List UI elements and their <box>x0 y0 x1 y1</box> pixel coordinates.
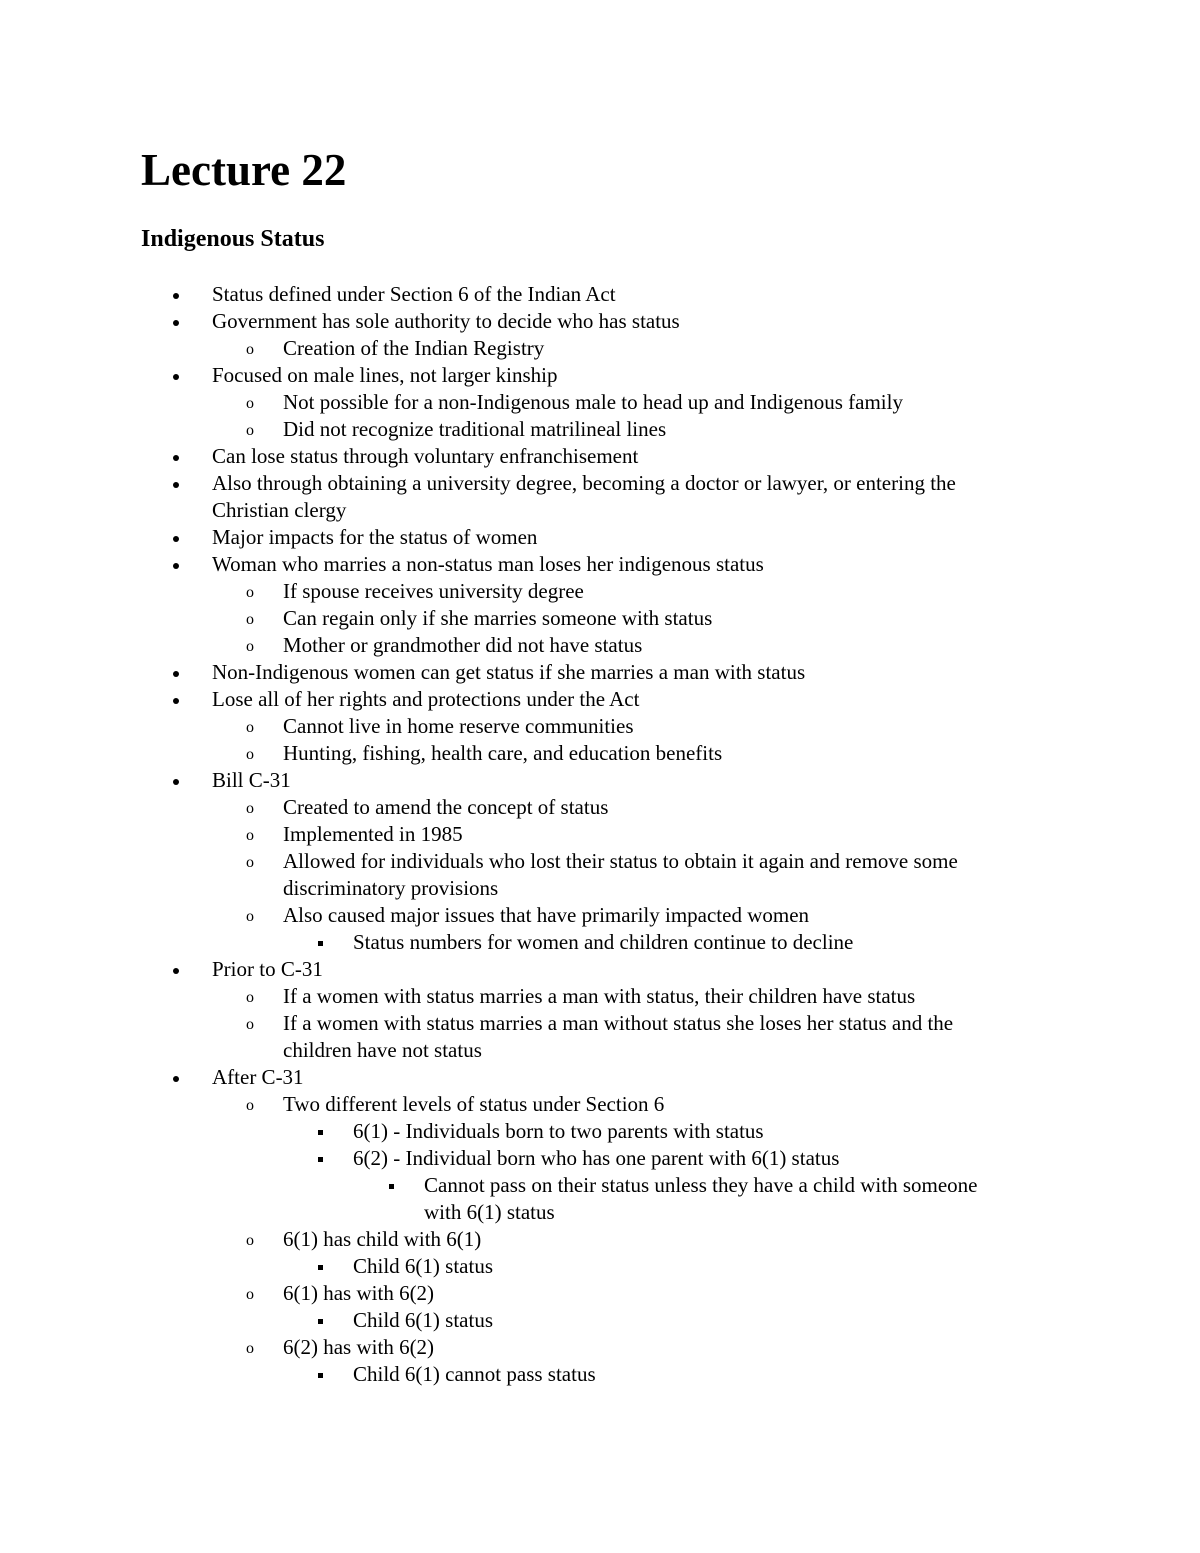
list-item <box>0 281 1200 308</box>
list-item-text: Cannot pass on their status unless they have a child with someone <box>424 1173 978 1197</box>
list-item-text: Can lose status through voluntary enfranchisement <box>212 444 639 468</box>
disc-bullet-icon <box>173 671 179 677</box>
list-item <box>0 1334 1200 1361</box>
circle-bullet-icon: o <box>246 422 254 439</box>
list-item-text: Two different levels of status under Section 6 <box>283 1092 665 1116</box>
list-item-text: Child 6(1) cannot pass status <box>353 1362 596 1386</box>
list-item-text: Non-Indigenous women can get status if she marries a man with status <box>212 660 806 684</box>
circle-bullet-icon: o <box>246 1286 254 1303</box>
list-item-text: If a women with status marries a man without status she loses her status and the <box>283 1011 954 1035</box>
list-item-text: If spouse receives university degree <box>283 579 584 603</box>
circle-bullet-icon: o <box>246 1016 254 1033</box>
list-item <box>0 740 1200 767</box>
list-item-text: Status defined under Section 6 of the Indian Act <box>212 282 616 306</box>
list-item <box>0 659 1200 686</box>
disc-bullet-icon <box>173 698 179 704</box>
list-item-text: 6(1) - Individuals born to two parents with status <box>353 1119 764 1143</box>
disc-bullet-icon <box>173 293 179 299</box>
list-item <box>0 1091 1200 1118</box>
list-item-text: Major impacts for the status of women <box>212 525 538 549</box>
list-item <box>0 470 1200 524</box>
list-item <box>0 1064 1200 1091</box>
square-bullet-icon <box>318 1157 323 1162</box>
list-item-text: Child 6(1) status <box>353 1308 493 1332</box>
list-item-text: 6(1) has with 6(2) <box>283 1281 435 1305</box>
list-item-text: After C-31 <box>212 1065 304 1089</box>
disc-bullet-icon <box>173 320 179 326</box>
disc-bullet-icon <box>173 779 179 785</box>
list-item <box>0 713 1200 740</box>
list-item-text: Created to amend the concept of status <box>283 795 609 819</box>
circle-bullet-icon: o <box>246 1097 254 1114</box>
list-item-text: Hunting, fishing, health care, and education benefits <box>283 741 723 765</box>
list-item <box>0 605 1200 632</box>
list-item <box>0 686 1200 713</box>
list-item <box>0 767 1200 794</box>
list-item <box>0 389 1200 416</box>
circle-bullet-icon: o <box>246 854 254 871</box>
list-item-text: Focused on male lines, not larger kinship <box>212 363 558 387</box>
list-item-text: Bill C-31 <box>212 768 291 792</box>
circle-bullet-icon: o <box>246 908 254 925</box>
section-heading: Indigenous Status <box>141 226 325 252</box>
list-item <box>0 1226 1200 1253</box>
circle-bullet-icon: o <box>246 719 254 736</box>
square-bullet-icon <box>318 1130 323 1135</box>
list-item <box>0 524 1200 551</box>
list-item <box>0 1307 1200 1334</box>
list-item <box>0 848 1200 902</box>
circle-bullet-icon: o <box>246 746 254 763</box>
circle-bullet-icon: o <box>246 989 254 1006</box>
list-item <box>0 1010 1200 1064</box>
list-item-text: 6(2) - Individual born who has one parent with 6(1) status <box>353 1146 840 1170</box>
list-item <box>0 335 1200 362</box>
list-item <box>0 1118 1200 1145</box>
list-item-text: with 6(1) status <box>424 1200 555 1224</box>
list-item <box>0 1145 1200 1172</box>
list-item-text: Woman who marries a non-status man loses her indigenous status <box>212 552 764 576</box>
list-item <box>0 956 1200 983</box>
list-item-text: Did not recognize traditional matrilineal lines <box>283 417 667 441</box>
list-item-text: Prior to C-31 <box>212 957 323 981</box>
list-item-text: Implemented in 1985 <box>283 822 463 846</box>
list-item-text: Can regain only if she marries someone with status <box>283 606 713 630</box>
list-item <box>0 1172 1200 1226</box>
disc-bullet-icon <box>173 1076 179 1082</box>
circle-bullet-icon: o <box>246 584 254 601</box>
list-item <box>0 632 1200 659</box>
list-item-text: Christian clergy <box>212 498 347 522</box>
list-item <box>0 362 1200 389</box>
list-item-text: Government has sole authority to decide who has status <box>212 309 680 333</box>
list-item <box>0 1253 1200 1280</box>
list-item <box>0 821 1200 848</box>
notes-list <box>0 281 1200 1388</box>
list-item-text: children have not status <box>283 1038 482 1062</box>
square-bullet-icon <box>318 941 323 946</box>
circle-bullet-icon: o <box>246 800 254 817</box>
list-item-text: Child 6(1) status <box>353 1254 493 1278</box>
list-item <box>0 983 1200 1010</box>
disc-bullet-icon <box>173 536 179 542</box>
list-item <box>0 416 1200 443</box>
list-item-text: Creation of the Indian Registry <box>283 336 545 360</box>
list-item <box>0 794 1200 821</box>
list-item-text: Cannot live in home reserve communities <box>283 714 634 738</box>
list-item <box>0 551 1200 578</box>
square-bullet-icon <box>318 1373 323 1378</box>
list-item <box>0 929 1200 956</box>
disc-bullet-icon <box>173 374 179 380</box>
disc-bullet-icon <box>173 482 179 488</box>
disc-bullet-icon <box>173 455 179 461</box>
disc-bullet-icon <box>173 968 179 974</box>
list-item-text: 6(1) has child with 6(1) <box>283 1227 482 1251</box>
square-bullet-icon <box>389 1184 394 1189</box>
list-item <box>0 578 1200 605</box>
list-item-text: Allowed for individuals who lost their status to obtain it again and remove some <box>283 849 958 873</box>
list-item-text: If a women with status marries a man with status, their children have status <box>283 984 916 1008</box>
square-bullet-icon <box>318 1265 323 1270</box>
page-title: Lecture 22 <box>141 145 347 195</box>
circle-bullet-icon: o <box>246 341 254 358</box>
circle-bullet-icon: o <box>246 611 254 628</box>
circle-bullet-icon: o <box>246 827 254 844</box>
circle-bullet-icon: o <box>246 1232 254 1249</box>
circle-bullet-icon: o <box>246 395 254 412</box>
list-item <box>0 308 1200 335</box>
circle-bullet-icon: o <box>246 638 254 655</box>
list-item <box>0 1280 1200 1307</box>
list-item <box>0 1361 1200 1388</box>
list-item-text: Also caused major issues that have primarily impacted women <box>283 903 810 927</box>
list-item-text: Mother or grandmother did not have status <box>283 633 643 657</box>
list-item-text: Also through obtaining a university degree, becoming a doctor or lawyer, or entering the <box>212 471 956 495</box>
disc-bullet-icon <box>173 563 179 569</box>
list-item-text: Lose all of her rights and protections under the Act <box>212 687 640 711</box>
list-item-text: Status numbers for women and children continue to decline <box>353 930 854 954</box>
list-item-text: discriminatory provisions <box>283 876 499 900</box>
list-item <box>0 902 1200 929</box>
list-item-text: Not possible for a non-Indigenous male to head up and Indigenous family <box>283 390 903 414</box>
list-item-text: 6(2) has with 6(2) <box>283 1335 435 1359</box>
square-bullet-icon <box>318 1319 323 1324</box>
list-item <box>0 443 1200 470</box>
circle-bullet-icon: o <box>246 1340 254 1357</box>
